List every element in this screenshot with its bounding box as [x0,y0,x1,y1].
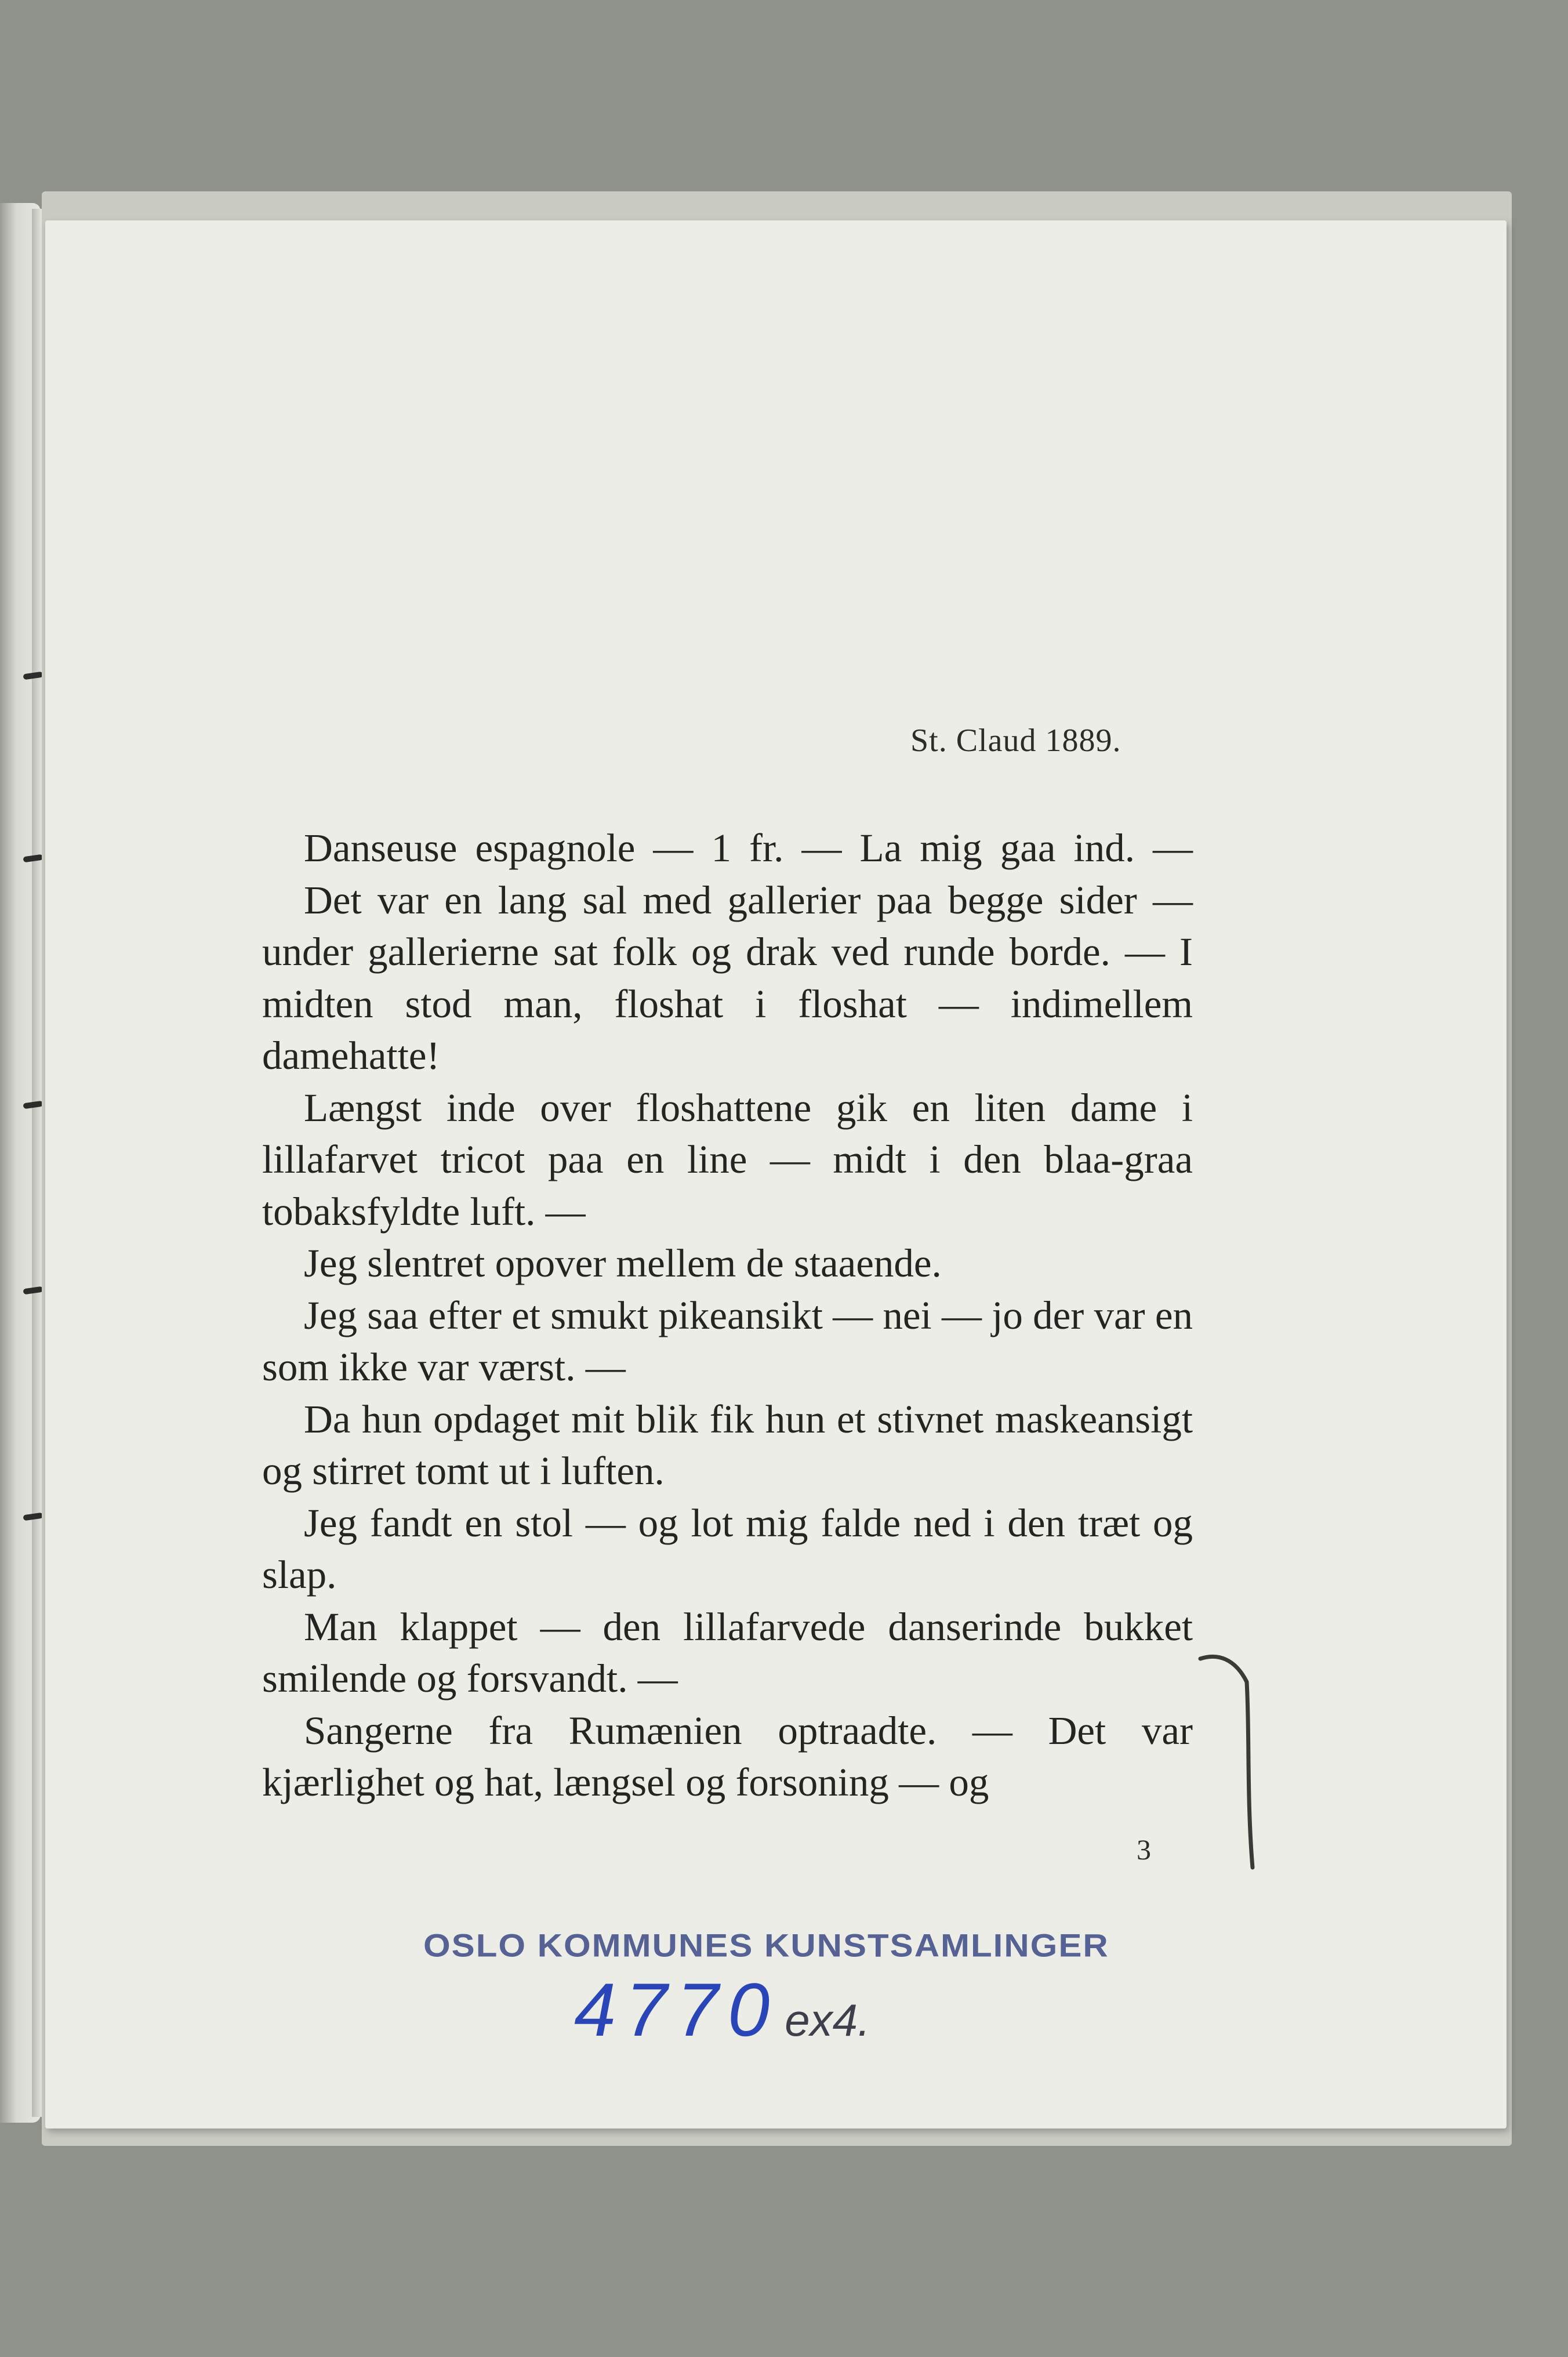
inventory-number-suffix: ex4. [785,1995,870,2046]
collection-stamp: OSLO KOMMUNES KUNSTSAMLINGER [423,1927,1109,1964]
paragraph: Da hun opdaget mit blik fik hun et stivnet maskeansigt og stirret tomt ut i luften. [262,1397,1193,1493]
paragraph: Jeg slentret opover mellem de staaende. [304,1241,942,1285]
body-text [262,822,1193,1809]
paragraph: Man klappet — den lillafarvede danserinde bukket smilende og forsvandt. — [262,1604,1193,1700]
paragraph: Sangerne fra Rumænien optraadte. — Det var kjærlighet og hat, længsel og forsoning — og [262,1708,1193,1804]
pencil-annotation [93,273,1427,621]
page-number: 3 [1137,1833,1151,1866]
paragraph: Det var en lang sal med gallerier paa begge sider — under gallerierne sat folk og drak ved runde borde. — I midten stod man, floshat i floshat — indimellem damehatte! [262,877,1193,1078]
place-date: St. Claud 1889. [910,723,1121,759]
paragraph: Jeg saa efter et smukt pikeansikt — nei — jo der var en som ikke var værst. — [262,1293,1193,1389]
inventory-number-value: 4770 [574,1967,779,2052]
margin-bracket-mark [1195,1647,1264,1873]
inventory-number [574,1966,870,2053]
paragraph: Danseuse espagnole — 1 fr. — La mig gaa ind. — [304,826,1193,870]
paragraph: Længst inde over floshattene gik en liten dame i lillafarvet tricot paa en line — midt i den blaa‑graa tobaksfyldte luft. — [262,1085,1193,1234]
paragraph: Jeg fandt en stol — og lot mig falde ned i den træt og slap. [262,1500,1193,1597]
